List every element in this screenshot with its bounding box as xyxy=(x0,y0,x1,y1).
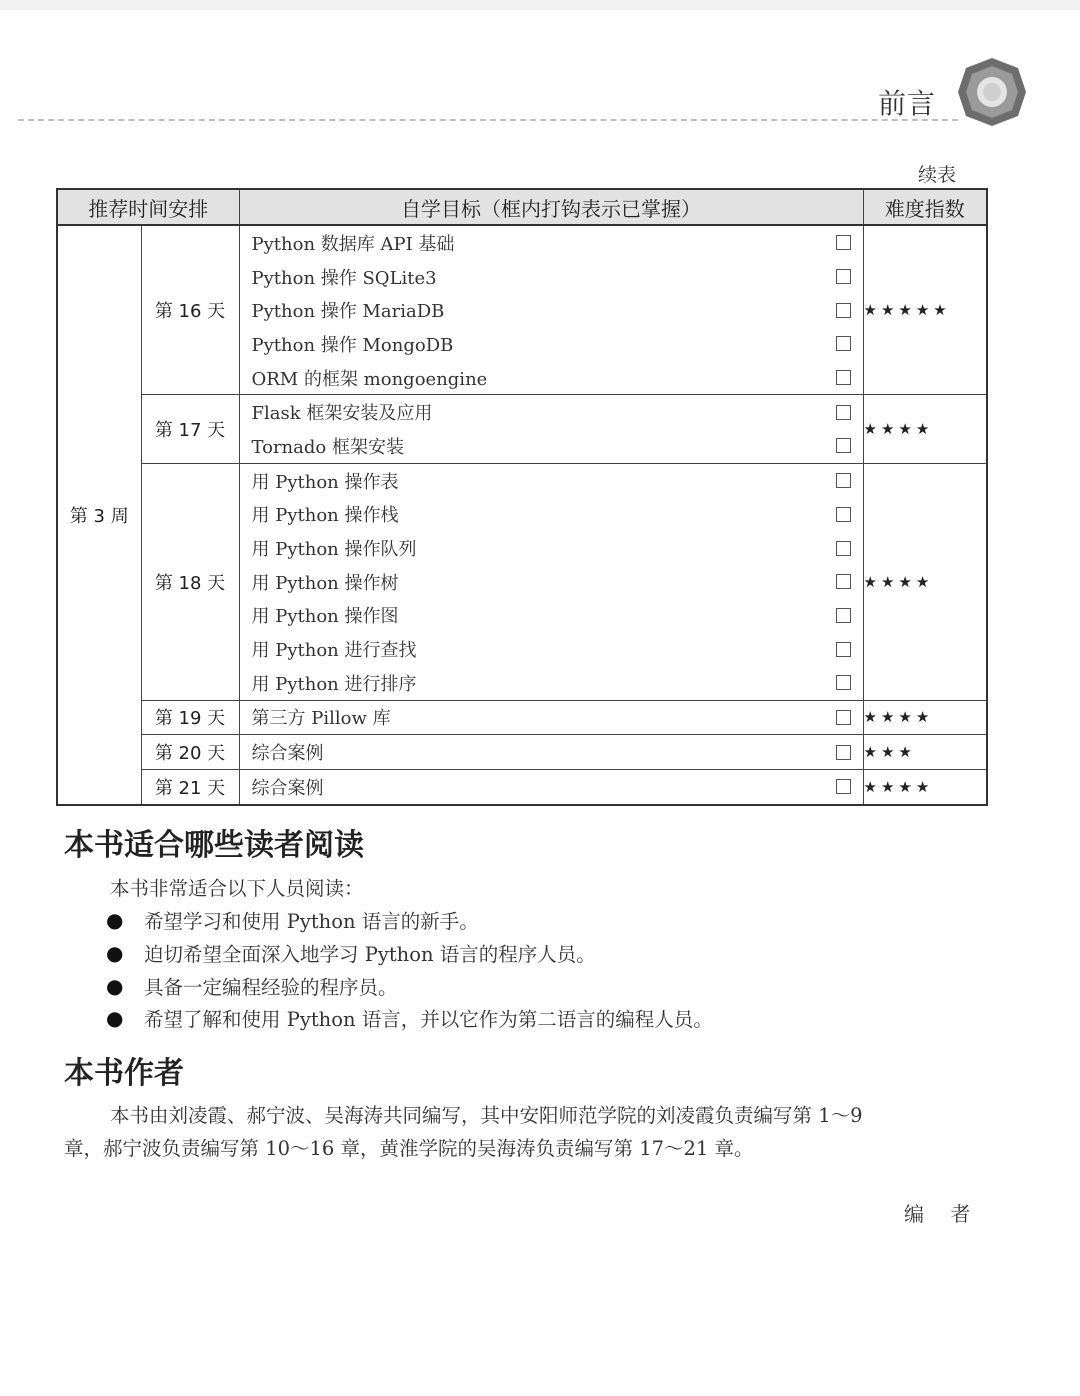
day-label: 第 20 天 xyxy=(141,735,239,770)
mastery-checkbox[interactable] xyxy=(836,405,851,420)
goal-text: 综合案例 xyxy=(251,743,324,765)
goals-cell xyxy=(239,770,863,805)
goal-item xyxy=(240,498,863,532)
goal-item xyxy=(240,464,863,498)
week-label: 第 3 周 xyxy=(57,225,141,805)
goal-item xyxy=(240,565,863,599)
goal-text: Python 数据库 API 基础 xyxy=(251,233,455,255)
column-header-goals: 自学目标（框内打钩表示已掌握） xyxy=(239,189,863,225)
mastery-checkbox[interactable] xyxy=(836,269,851,284)
table-header-row xyxy=(57,189,987,225)
goal-item xyxy=(240,632,863,666)
goal-text: Tornado 框架安装 xyxy=(251,436,404,458)
goal-item xyxy=(240,327,863,361)
day-label: 第 21 天 xyxy=(141,770,239,805)
list-item: ● 希望学习和使用 Python 语言的新手。 xyxy=(106,908,479,934)
goal-item xyxy=(240,735,863,769)
day-label: 第 19 天 xyxy=(141,700,239,735)
table-row xyxy=(57,770,987,805)
mastery-checkbox[interactable] xyxy=(836,303,851,318)
goal-item xyxy=(240,599,863,633)
mastery-checkbox[interactable] xyxy=(836,541,851,556)
goal-item xyxy=(240,701,863,735)
authors-heading: 本书作者 xyxy=(64,1056,184,1091)
mastery-checkbox[interactable] xyxy=(836,235,851,250)
goal-text: Python 操作 MongoDB xyxy=(251,334,454,356)
goal-item xyxy=(240,531,863,565)
table-row xyxy=(57,735,987,770)
mastery-checkbox[interactable] xyxy=(836,574,851,589)
goal-text: Python 操作 SQLite3 xyxy=(251,267,437,289)
list-item: ● 具备一定编程经验的程序员。 xyxy=(106,973,398,999)
editor-signature: 编 者 xyxy=(904,1202,971,1226)
column-header-difficulty: 难度指数 xyxy=(863,189,987,225)
goal-text: 用 Python 操作栈 xyxy=(251,505,399,527)
goal-text: Python 操作 MariaDB xyxy=(251,301,445,323)
gear-ornament-icon xyxy=(954,54,1030,130)
bullet-icon: ● xyxy=(106,908,124,933)
authors-text-line-2: 章，郝宁波负责编写第 10～16 章，黄淮学院的吴海涛负责编写第 17～21 章。 xyxy=(64,1137,754,1160)
goals-cell xyxy=(239,463,863,700)
goal-item xyxy=(240,260,863,294)
goal-text: 用 Python 操作队列 xyxy=(251,539,417,561)
difficulty-stars: ★★★ xyxy=(863,735,987,770)
mastery-checkbox[interactable] xyxy=(836,608,851,623)
goal-text: 综合案例 xyxy=(251,777,324,799)
table-row xyxy=(57,225,987,395)
goals-cell xyxy=(239,700,863,735)
list-item: ● 希望了解和使用 Python 语言，并以它作为第二语言的编程人员。 xyxy=(106,1006,713,1032)
goal-text: 第三方 Pillow 库 xyxy=(251,708,391,730)
mastery-checkbox[interactable] xyxy=(836,336,851,351)
difficulty-stars: ★★★★ xyxy=(863,770,987,805)
mastery-checkbox[interactable] xyxy=(836,710,851,725)
column-header-schedule: 推荐时间安排 xyxy=(57,189,239,225)
list-item: ● 迫切希望全面深入地学习 Python 语言的程序人员。 xyxy=(106,941,596,967)
day-label: 第 16 天 xyxy=(141,225,239,395)
difficulty-stars: ★★★★ xyxy=(863,463,987,700)
readers-list xyxy=(106,904,713,1035)
mastery-checkbox[interactable] xyxy=(836,745,851,760)
goal-item xyxy=(240,395,863,429)
goal-item xyxy=(240,226,863,260)
top-band xyxy=(0,0,1080,10)
goals-cell xyxy=(239,735,863,770)
difficulty-stars: ★★★★ xyxy=(863,700,987,735)
goal-item xyxy=(240,666,863,700)
goal-item xyxy=(240,293,863,327)
day-label: 第 17 天 xyxy=(141,395,239,463)
bullet-icon: ● xyxy=(106,941,124,966)
goals-cell xyxy=(239,225,863,395)
goal-text: 用 Python 进行排序 xyxy=(251,673,417,695)
goal-text: 用 Python 操作表 xyxy=(251,471,399,493)
schedule-table xyxy=(56,188,988,806)
readers-heading: 本书适合哪些读者阅读 xyxy=(64,828,364,863)
continued-label: 续表 xyxy=(918,164,957,186)
goal-text: 用 Python 操作图 xyxy=(251,606,399,628)
goal-text: Flask 框架安装及应用 xyxy=(251,403,433,425)
difficulty-stars: ★★★★ xyxy=(863,395,987,463)
goal-item xyxy=(240,361,863,395)
bullet-icon: ● xyxy=(106,1006,124,1031)
table-row xyxy=(57,395,987,463)
mastery-checkbox[interactable] xyxy=(836,370,851,385)
goal-text: 用 Python 操作树 xyxy=(251,572,399,594)
header-dashed-divider xyxy=(18,119,958,121)
goals-cell xyxy=(239,395,863,463)
bullet-icon: ● xyxy=(106,973,124,998)
section-title: 前言 xyxy=(878,87,937,120)
goal-item xyxy=(240,770,863,804)
mastery-checkbox[interactable] xyxy=(836,642,851,657)
difficulty-stars: ★★★★★ xyxy=(863,225,987,395)
mastery-checkbox[interactable] xyxy=(836,779,851,794)
mastery-checkbox[interactable] xyxy=(836,507,851,522)
authors-text-line-1: 本书由刘凌霞、郝宁波、吴海涛共同编写，其中安阳师范学院的刘凌霞负责编写第 1～9 xyxy=(110,1104,863,1127)
table-row xyxy=(57,700,987,735)
mastery-checkbox[interactable] xyxy=(836,438,851,453)
mastery-checkbox[interactable] xyxy=(836,675,851,690)
readers-intro: 本书非常适合以下人员阅读： xyxy=(110,877,364,900)
goal-text: ORM 的框架 mongoengine xyxy=(251,368,488,390)
table-row xyxy=(57,463,987,700)
goal-text: 用 Python 进行查找 xyxy=(251,640,417,662)
goal-item xyxy=(240,429,863,463)
mastery-checkbox[interactable] xyxy=(836,473,851,488)
day-label: 第 18 天 xyxy=(141,463,239,700)
